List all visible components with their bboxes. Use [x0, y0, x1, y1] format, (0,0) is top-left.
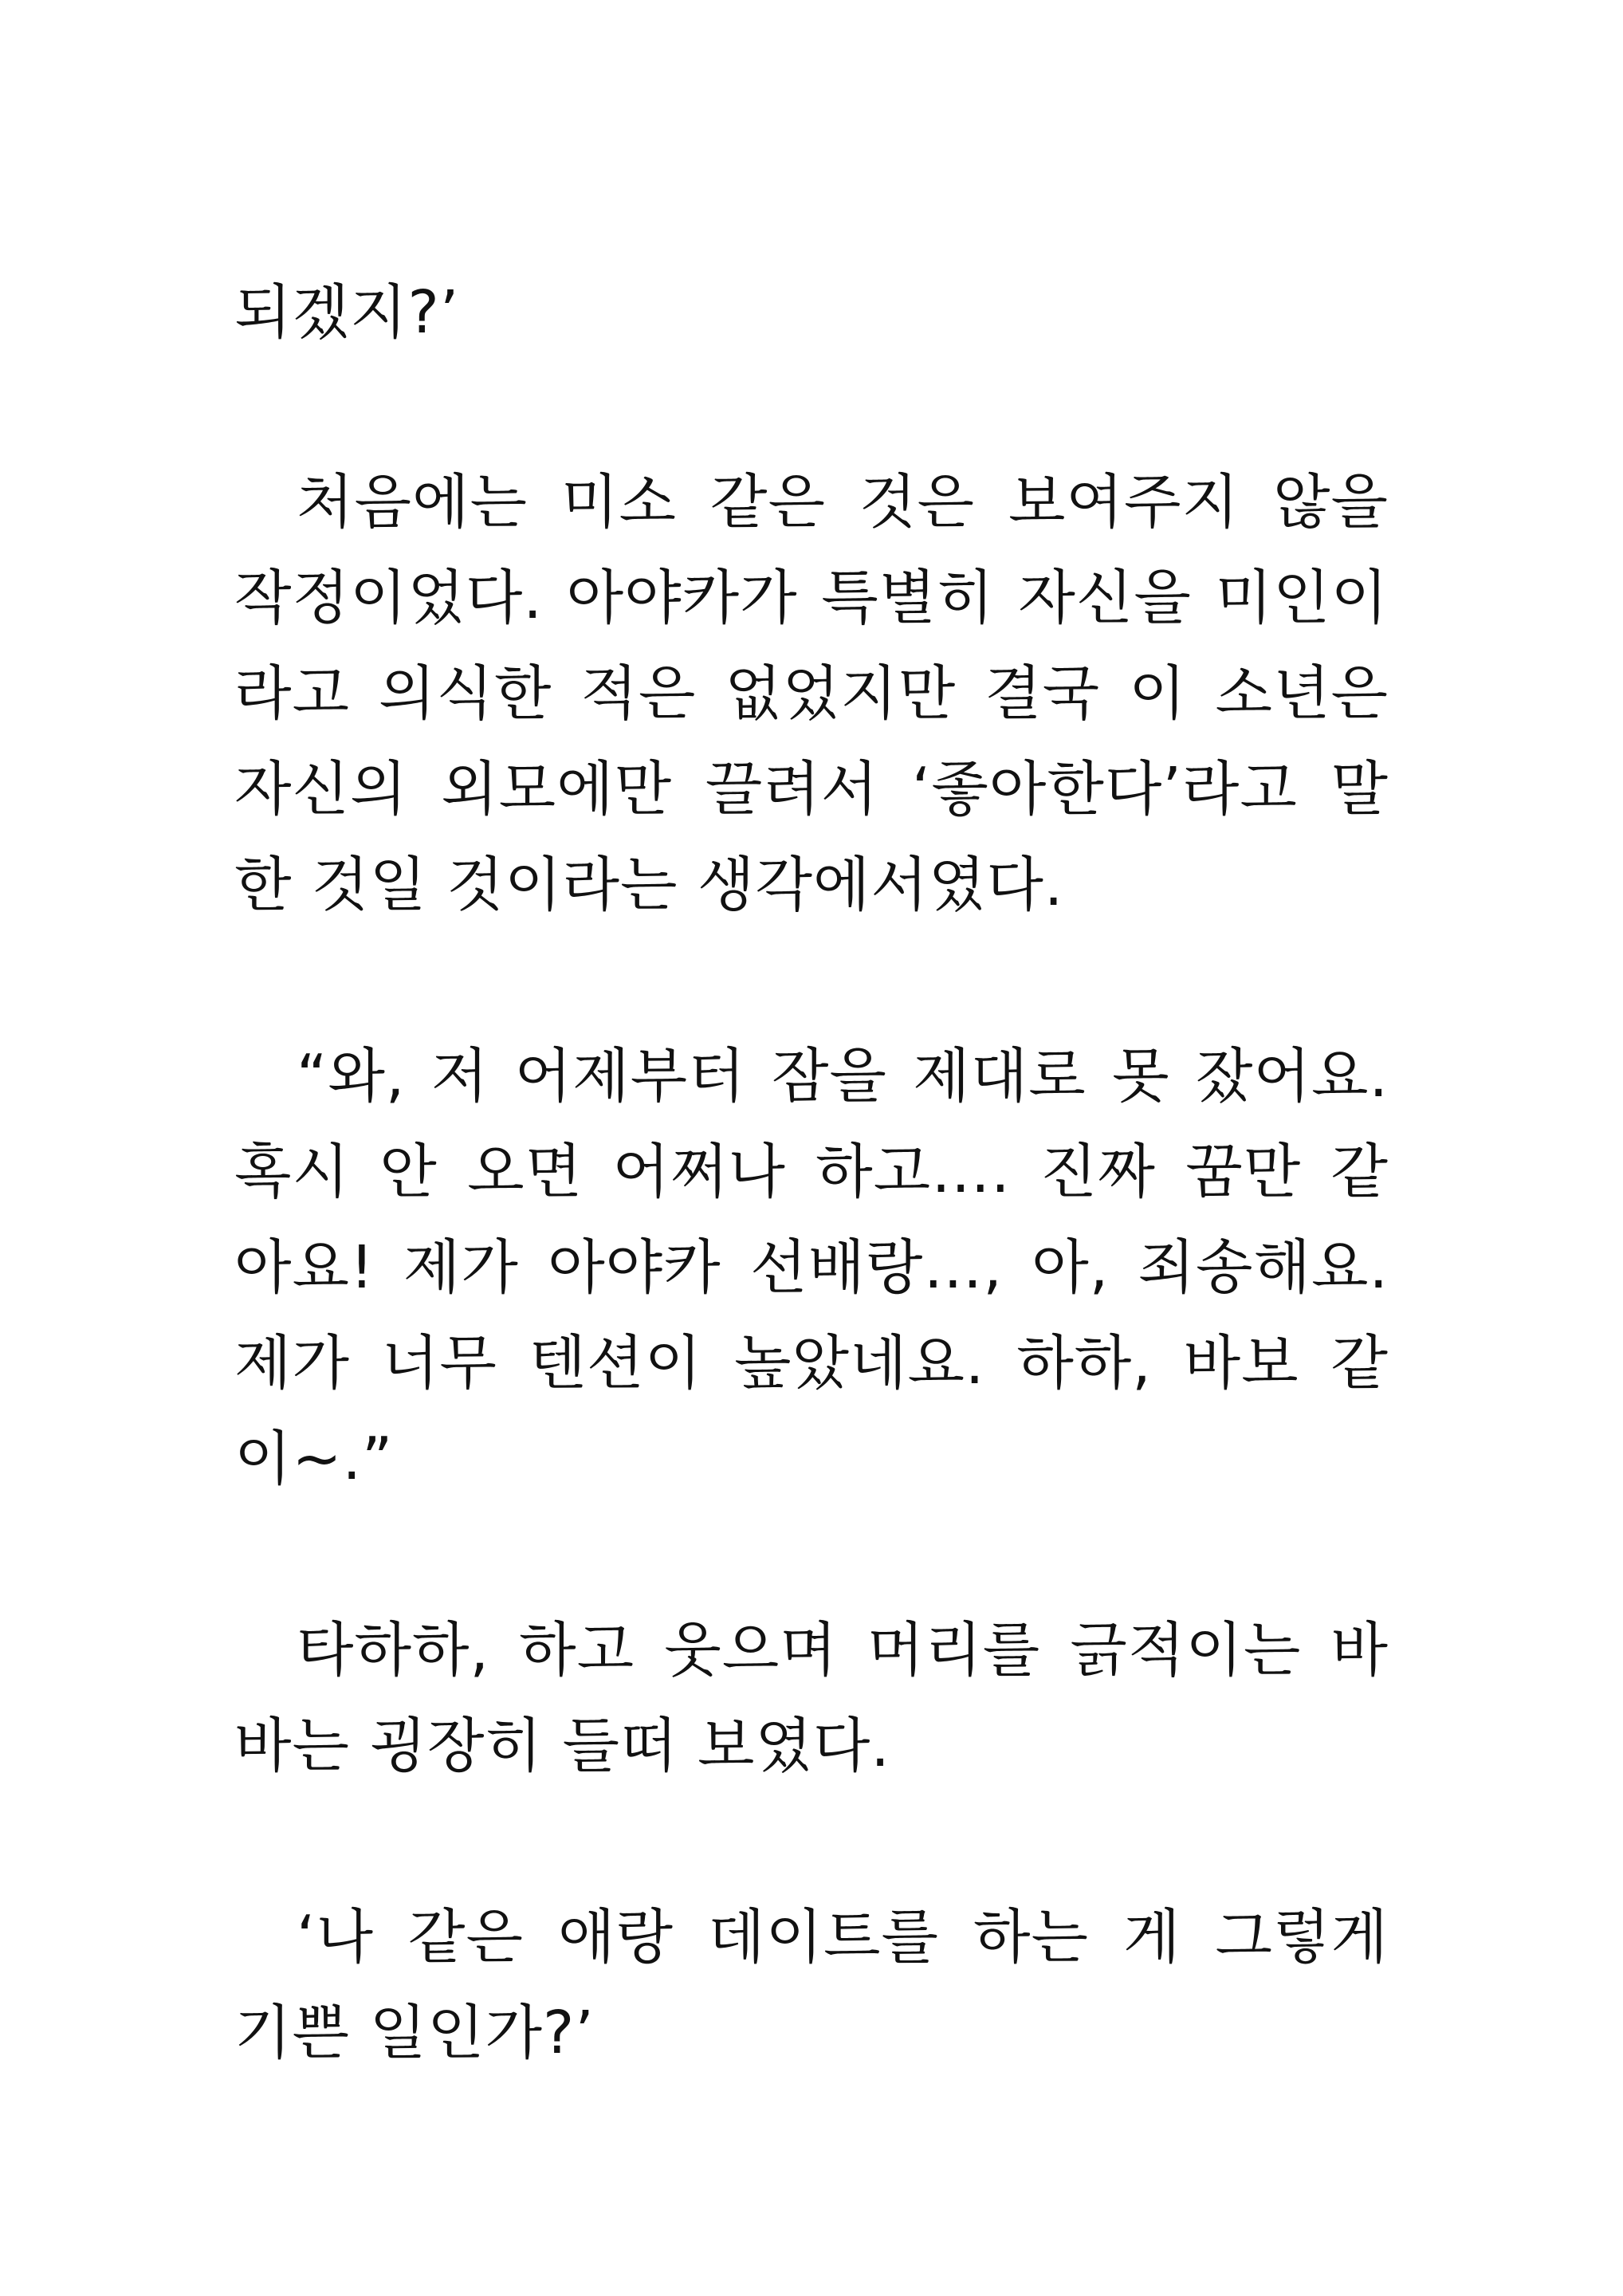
text-line: 자신의 외모에만 끌려서 ‘좋아한다’라고 말	[234, 755, 1389, 824]
text-line: 처음에는 미소 같은 것은 보여주지 않을	[297, 468, 1389, 537]
text-line: 타하하, 하고 웃으며 머리를 긁적이는 바	[297, 1616, 1389, 1685]
text-line: ‘나 같은 애랑 데이트를 하는 게 그렇게	[297, 1903, 1389, 1972]
text-line: 바는 굉장히 들떠 보였다.	[234, 1712, 890, 1780]
text-line: 아요! 제가 아야카 선배랑…, 아, 죄송해요.	[234, 1233, 1389, 1302]
text-line: 작정이었다. 아야카가 특별히 자신을 미인이	[234, 564, 1389, 632]
text-line: 한 것일 것이라는 생각에서였다.	[234, 851, 1064, 919]
text-line: 제가 너무 텐션이 높았네요. 하하, 바보 같	[234, 1329, 1389, 1398]
text-line: 라고 의식한 적은 없었지만 결국 이 소년은	[234, 659, 1389, 728]
text-line: 이~.”	[234, 1425, 394, 1493]
text-line: 기쁜 일인가?’	[234, 1999, 595, 2067]
text-line: 혹시 안 오면 어쩌나 하고…. 진짜 꿈만 같	[234, 1138, 1389, 1206]
text-line: “와, 저 어제부터 잠을 제대로 못 잤어요.	[297, 1042, 1389, 1111]
text-line: 되겠지?’	[234, 278, 460, 347]
